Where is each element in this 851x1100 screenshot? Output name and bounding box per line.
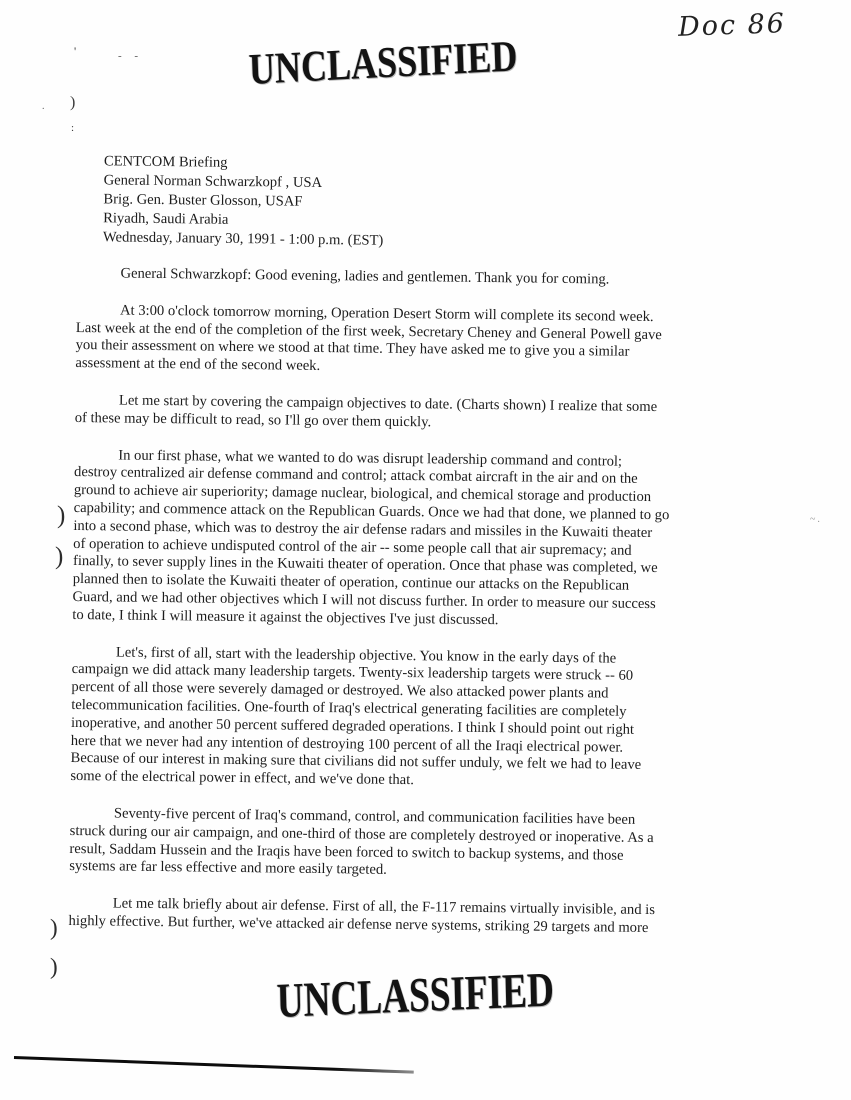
unclassified-stamp-bottom: UNCLASSIFIED (276, 961, 555, 1028)
paragraph-phases: In our first phase, what we wanted to do was disrupt leadership command and control; destroy centralized air defense command and control; attack combat aircraft in the air and on the ground to achieve air superiority; damage nuclear, biological, and chemical storage and production capability; and commence attack on the Republican Guards. Once we had that done, we planned to go into a second phase, which was to destroy the air defense radars and missiles in the Kuwaiti theater of operation to achieve undisputed control of the air -- some people call that air supremacy; and finally, to sever supply lines in the Kuwaiti theater of operation. Once that phase was completed, we planned then to isolate the Kuwaiti theater of operation, continue our attacks on the Republican Guard, and we had other objectives which I will not discuss further. In order to measure our success to date, I think I will measure it against the objectives I've just discussed. (72, 447, 670, 628)
scan-artifact-colon: : (71, 122, 75, 134)
header-line-datetime: Wednesday, January 30, 1991 - 1:00 p.m. (EST) (102, 229, 384, 249)
unclassified-stamp-top: UNCLASSIFIED (248, 31, 519, 94)
paragraph-opening: General Schwarzkopf: Good evening, ladies and gentlemen. Thank you for coming. (120, 265, 610, 288)
briefing-header (103, 152, 818, 256)
paragraph-leadership-objective: Let's, first of all, start with the leadership objective. You know in the early days of the campaign we did attack many leadership targets. Twenty-six leadership targets were struck -- 60 percent of all those were severely damaged or destroyed. We also attacked power plants and telecommunication facilities. One-fourth of Iraq's electrical generating facilities are completely inoperative, and another 50 percent suffered degraded operations. I think I should point out right here that we never had any intention of destroying 100 percent of all the Iraqi electrical power. Because of our interest in making sure that civilians did not suffer unduly, we felt we had to leave some of the electrical power in effect, and we've done that. (70, 644, 642, 789)
paragraph-command-control: Seventy-five percent of Iraq's command, control, and communication facilities have been struck during our air campaign, and one-third of those are completely destroyed or inoperative. As a result, Saddam Hussein and the Iraqis have been forced to switch to backup systems, and those systems are far less effective and more easily targeted. (69, 805, 654, 879)
handwritten-doc-number: Doc 86 (677, 8, 787, 43)
scan-artifact-tick: ' (74, 44, 77, 58)
header-line-speaker-1: General Norman Schwarzkopf , USA (103, 172, 323, 191)
margin-mark-paren-2: ) (55, 543, 64, 570)
scan-artifact-squiggle: ~. (810, 514, 822, 525)
paragraph-second-week: At 3:00 o'clock tomorrow morning, Operation Desert Storm will complete its second week. Last week at the end of the completion of the first week, Secretary Cheney and General Powell gave you their assessment on where we stood at that time. They have asked me to give you a similar assessment at the end of the second week. (75, 302, 662, 375)
document-body (68, 152, 818, 959)
margin-mark-paren-1: ) (57, 502, 66, 529)
header-line-title: CENTCOM Briefing (103, 153, 228, 171)
footer-scan-line (14, 1056, 414, 1073)
margin-mark-paren-3: ) (50, 915, 58, 940)
scan-artifact-dots: - - (118, 50, 144, 62)
paragraph-campaign-objectives: Let me start by covering the campaign objectives to date. (Charts shown) I realize that some of these may be difficult to read, so I'll go over them quickly. (74, 392, 658, 431)
margin-mark-paren-4: ) (50, 954, 58, 979)
scan-artifact-dot: . (42, 101, 45, 112)
header-line-speaker-2: Brig. Gen. Buster Glosson, USAF (103, 191, 303, 210)
paragraph-air-defense: Let me talk briefly about air defense. First of all, the F-117 remains virtually invisible, and is highly effective. But further, we've attacked air defense nerve systems, striking 29 targets and more (68, 895, 656, 936)
scan-artifact-paren: ) (70, 94, 76, 111)
header-line-location: Riyadh, Saudi Arabia (103, 210, 229, 228)
